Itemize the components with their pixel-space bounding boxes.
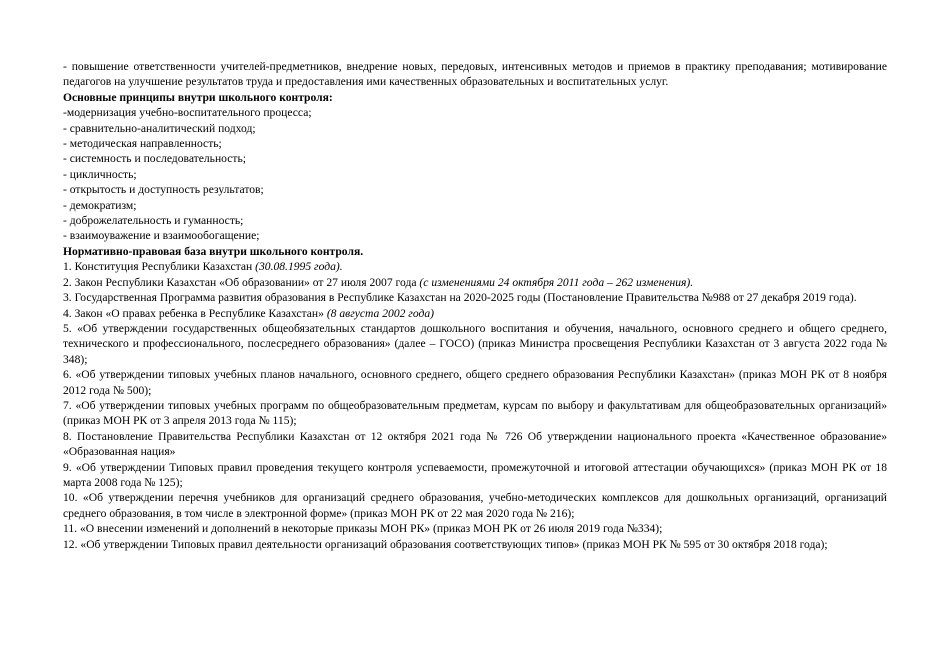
legal-item-6 <box>63 367 887 398</box>
legal-item-text: 9. «Об утверждении Типовых правил проведения текущего контроля успеваемости, промежуточной и итоговой аттестации обучающихся» (приказ МОН РК от 18 марта 2008 года № 125); <box>63 460 887 489</box>
legal-item-3 <box>63 290 887 305</box>
legal-item-text: 11. «О внесении изменений и дополнений в некоторые приказы МОН РК» (приказ МОН РК от 26 июля 2019 года №334); <box>63 522 663 536</box>
legal-item-text: 5. «Об утверждении государственных общеобязательных стандартов дошкольного воспитания и обучения, начального, основного среднего и общего среднего, технического и профессионального, послесреднего образования» (далее – ГОСО) (приказ Министра просвещения Республики Казахстан от 3 августа 2022 года № 348); <box>63 321 887 366</box>
principles-heading: Основные принципы внутри школьного контроля: <box>63 90 333 104</box>
legal-item-text: 6. «Об утверждении типовых учебных планов начального, основного среднего, общего среднего образования Республики Казахстан» (приказ МОН РК от 8 ноября 2012 года № 500); <box>63 368 887 397</box>
legal-item-text: 8. Постановление Правительства Республики Казахстан от 12 октября 2021 года № 726 Об утверждении национального проекта «Качественное образование» «Образованная нация» <box>63 429 887 459</box>
principle-item: - демократизм; <box>63 198 137 212</box>
principle-item: - взаимоуважение и взаимообогащение; <box>63 229 260 243</box>
legal-item-12 <box>63 537 887 552</box>
legal-item-9 <box>63 460 887 491</box>
principle-item: - системность и последовательность; <box>63 152 246 166</box>
legal-item-note: (30.08.1995 года). <box>255 260 343 274</box>
legal-item-5 <box>63 321 887 367</box>
legal-item-8 <box>63 429 887 460</box>
legal-item-note: (8 августа 2002 года) <box>326 306 434 320</box>
legal-heading: Нормативно-правовая база внутри школьного контроля. <box>63 244 364 258</box>
legal-item-text: 3. Государственная Программа развития образования в Республике Казахстан на 2020-2025 годы (Постановление Правительства №988 от 27 декабря 2019 года). <box>63 291 857 305</box>
legal-item-text: 12. «Об утверждении Типовых правил деятельности организаций образования соответствующих типов» (приказ МОН РК № 595 от 30 октября 2018 года); <box>63 537 828 551</box>
principle-item: -модернизация учебно-воспитательного процесса; <box>63 106 312 120</box>
principle-item: - открытость и доступность результатов; <box>63 183 264 197</box>
intro-paragraph: - повышение ответственности учителей-предметников, внедрение новых, передовых, интенсивных методов и приемов в практику преподавания; мотивирование педагогов на улучшение результатов труда и предоставления ими качественных образовательных и воспитательных услуг. <box>63 60 887 89</box>
legal-item-text: 1. Конституция Республики Казахстан <box>63 260 256 274</box>
legal-item-text: 7. «Об утверждении типовых учебных программ по общеобразовательным предметам, курсам по выбору и факультативам для общеобразовательных организаций» (приказ МОН РК от 3 апреля 2013 года № 115); <box>63 398 887 428</box>
legal-item-text: 4. Закон «О правах ребенка в Республике Казахстан» <box>63 306 327 320</box>
legal-item-11 <box>63 521 887 536</box>
legal-item-10 <box>63 490 887 521</box>
legal-item-text: 2. Закон Республики Казахстан «Об образовании» от 27 июля 2007 года <box>63 275 420 289</box>
legal-item-text: 10. «Об утверждении перечня учебников для организаций среднего образования, учебно-методических комплексов для дошкольных организаций, организаций среднего образования, в том числе в электронной форме» (приказ МОН РК от 22 мая 2020 года № 216); <box>63 491 887 520</box>
principle-item: - сравнительно-аналитический подход; <box>63 121 256 135</box>
legal-item-1 <box>63 259 887 274</box>
legal-item-4 <box>63 306 887 321</box>
principle-item: - методическая направленность; <box>63 137 222 151</box>
legal-item-2 <box>63 275 887 290</box>
legal-item-7 <box>63 398 887 429</box>
principle-item: - доброжелательность и гуманность; <box>63 214 244 228</box>
legal-item-note: (с изменениями 24 октября 2011 года – 262 изменения). <box>419 275 694 289</box>
principle-item: - цикличность; <box>63 167 137 181</box>
